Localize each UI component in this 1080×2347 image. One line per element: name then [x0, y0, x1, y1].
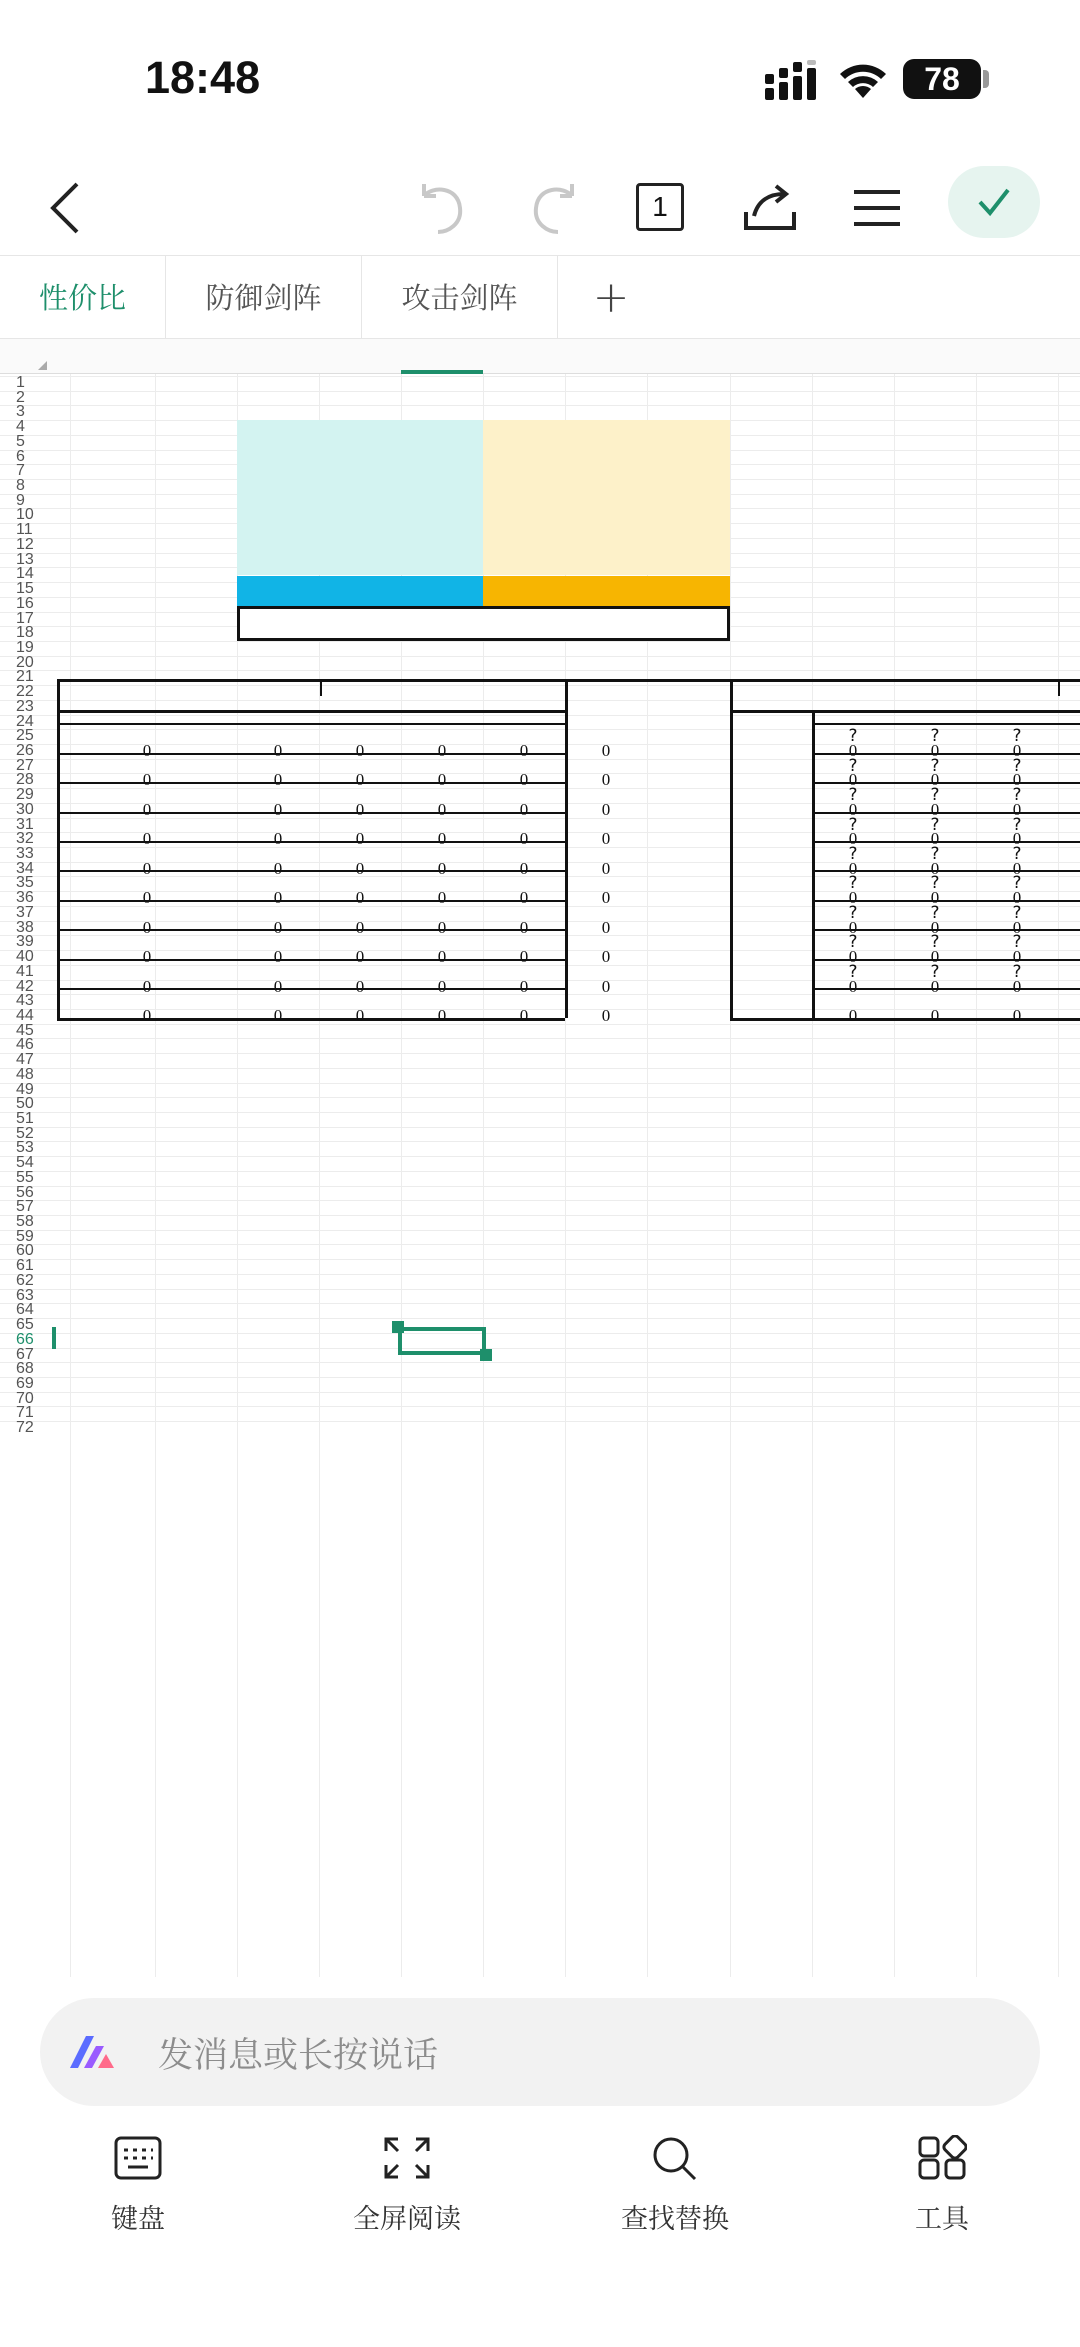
attack-cell[interactable]: ?: [1012, 785, 1022, 806]
defense-value-cell[interactable]: 0: [355, 976, 365, 996]
attack-value-cell[interactable]: 0: [930, 917, 940, 937]
attack-cell[interactable]: ?: [930, 755, 940, 776]
defense-value-cell[interactable]: 0: [273, 917, 283, 937]
row-header[interactable]: 30: [16, 800, 34, 818]
row-header[interactable]: 14: [16, 565, 34, 583]
row-header[interactable]: 51: [16, 1110, 34, 1127]
keyboard-button[interactable]: [48, 2135, 228, 2236]
apps-icon: [917, 2135, 967, 2181]
keyboard-icon: [113, 2135, 163, 2181]
row-header[interactable]: 50: [16, 1095, 34, 1113]
grid-row-line: [0, 376, 1080, 377]
attack-value-cell[interactable]: 0: [930, 976, 940, 996]
grid-col-line: [976, 339, 977, 1977]
row-header[interactable]: 1: [16, 374, 25, 391]
defense-value-cell[interactable]: 0: [142, 829, 152, 849]
row-header[interactable]: 19: [16, 638, 34, 656]
attack-value-cell[interactable]: 0: [848, 917, 858, 937]
column-header-border: [0, 373, 1080, 374]
fullscreen-button[interactable]: [317, 2135, 497, 2236]
attack-value-cell[interactable]: 0: [930, 947, 940, 967]
page-count-button[interactable]: 1: [636, 183, 684, 231]
attack-value-cell[interactable]: 0: [1012, 858, 1022, 878]
attack-value-cell[interactable]: 0: [1012, 1005, 1022, 1025]
attack-value-cell[interactable]: 0: [848, 1005, 858, 1025]
defense-value-cell[interactable]: 0: [437, 947, 447, 967]
tab-sheet-1[interactable]: 性价比: [0, 256, 166, 340]
attack-cell[interactable]: ?: [1012, 755, 1022, 776]
defense-value-cell[interactable]: 0: [601, 770, 611, 790]
row-header[interactable]: 56: [16, 1183, 34, 1201]
row-header[interactable]: 59: [16, 1227, 34, 1245]
row-header[interactable]: 13: [16, 550, 34, 568]
row-header[interactable]: 23: [16, 697, 34, 715]
row-header[interactable]: 36: [16, 889, 34, 907]
defense-value-cell[interactable]: 0: [355, 770, 365, 790]
defense-value-cell[interactable]: 0: [437, 858, 447, 878]
row-header[interactable]: 62: [16, 1271, 34, 1289]
row-header[interactable]: 37: [16, 903, 34, 921]
defense-value-cell[interactable]: 0: [519, 976, 529, 996]
attack-cell[interactable]: ?: [1012, 726, 1022, 747]
row-header[interactable]: 47: [16, 1051, 34, 1069]
row-header[interactable]: 12: [16, 535, 34, 553]
defense-value-cell[interactable]: 0: [519, 1005, 529, 1025]
attack-value-cell[interactable]: 0: [1012, 829, 1022, 849]
add-sheet-button[interactable]: +: [592, 272, 630, 323]
row-header[interactable]: 17: [16, 609, 34, 627]
grid-row-line: [0, 1348, 1080, 1349]
attack-value-cell[interactable]: 0: [848, 976, 858, 996]
attack-value-cell[interactable]: 0: [848, 858, 858, 878]
defense-value-cell[interactable]: 0: [142, 888, 152, 908]
check-icon: [948, 166, 1040, 238]
attack-cell[interactable]: ?: [930, 814, 940, 835]
defense-value-cell[interactable]: 0: [437, 770, 447, 790]
row-header[interactable]: 46: [16, 1036, 34, 1054]
defense-value-cell[interactable]: 0: [273, 976, 283, 996]
row-header[interactable]: 58: [16, 1213, 34, 1231]
row-header[interactable]: 15: [16, 580, 34, 598]
grid-row-line: [0, 700, 1080, 701]
grid-row-line: [0, 1215, 1080, 1216]
attack-cell[interactable]: ?: [1012, 932, 1022, 953]
grid-row-line: [0, 1127, 1080, 1128]
row-header[interactable]: 40: [16, 948, 34, 966]
defense-value-cell[interactable]: 0: [355, 829, 365, 849]
grid-col-line: [894, 339, 895, 1977]
defense-value-cell[interactable]: 0: [601, 976, 611, 996]
row-header[interactable]: 41: [16, 962, 34, 980]
fullscreen-label: 全屏阅读: [353, 2204, 461, 2235]
grid-row-line: [0, 1156, 1080, 1157]
row-header[interactable]: 6: [16, 447, 25, 465]
defense-value-cell[interactable]: 0: [142, 947, 152, 967]
tools-label: 工具: [915, 2204, 969, 2235]
row-header[interactable]: 8: [16, 477, 25, 495]
cellular-signal-icon: [765, 60, 823, 100]
row-header[interactable]: 32: [16, 830, 34, 848]
grid-row-line: [0, 715, 1080, 716]
grid-col-line: [155, 339, 156, 1977]
row-header[interactable]: 57: [16, 1198, 34, 1216]
clock: 18:48: [145, 52, 261, 103]
row-header[interactable]: 10: [16, 506, 34, 524]
defense-value-cell[interactable]: 0: [601, 799, 611, 819]
table-border: [730, 710, 1080, 713]
grid-row-line: [0, 1038, 1080, 1039]
row-header[interactable]: 35: [16, 874, 34, 892]
row-header[interactable]: 24: [16, 712, 34, 730]
defense-value-cell[interactable]: 0: [437, 976, 447, 996]
row-header[interactable]: 7: [16, 462, 25, 480]
row-header[interactable]: 26: [16, 742, 34, 759]
row-header[interactable]: 65: [16, 1316, 34, 1334]
share-icon[interactable]: [740, 178, 800, 238]
grid-row-line: [0, 1421, 1080, 1422]
attack-value-cell[interactable]: 0: [930, 770, 940, 790]
defense-value-cell[interactable]: 0: [601, 888, 611, 908]
defense-value-cell[interactable]: 0: [142, 1005, 152, 1025]
fullscreen-icon: [382, 2135, 432, 2181]
defense-block-fill: [237, 420, 483, 575]
attack-value-cell[interactable]: 0: [848, 799, 858, 819]
grid-row-line: [0, 1112, 1080, 1113]
defense-value-cell[interactable]: 0: [519, 829, 529, 849]
grid-row-line: [0, 1171, 1080, 1172]
battery-level: 78: [903, 59, 981, 99]
row-header[interactable]: 60: [16, 1242, 34, 1260]
attack-value-cell[interactable]: 0: [848, 770, 858, 790]
row-header[interactable]: 5: [16, 432, 25, 450]
ai-assistant-icon[interactable]: [66, 2032, 118, 2072]
grid-row-line: [0, 1141, 1080, 1142]
grid-row-line: [0, 670, 1080, 671]
defense-value-cell[interactable]: 0: [355, 799, 365, 819]
grid-col-line: [730, 339, 731, 1977]
grid-row-line: [0, 1083, 1080, 1084]
grid-row-line: [0, 656, 1080, 657]
row-header[interactable]: 29: [16, 786, 34, 804]
defense-value-cell[interactable]: 0: [273, 947, 283, 967]
defense-upgrade-cell[interactable]: [237, 576, 483, 608]
find-replace-button[interactable]: [585, 2135, 765, 2236]
row-header[interactable]: 68: [16, 1360, 34, 1378]
defense-value-cell[interactable]: 0: [601, 829, 611, 849]
defense-value-cell[interactable]: 0: [355, 888, 365, 908]
attack-value-cell[interactable]: 0: [1012, 741, 1022, 760]
select-all-corner[interactable]: [38, 361, 47, 370]
redo-icon[interactable]: [528, 178, 578, 238]
defense-value-cell[interactable]: 0: [519, 770, 529, 790]
defense-value-cell[interactable]: 0: [273, 829, 283, 849]
attack-value-cell[interactable]: 0: [848, 888, 858, 908]
defense-value-cell[interactable]: 0: [142, 741, 152, 760]
defense-value-cell[interactable]: 0: [437, 917, 447, 937]
grid-row-line: [0, 1303, 1080, 1304]
attack-upgrade-cell[interactable]: [483, 576, 730, 608]
grid-row-line: [0, 1333, 1080, 1334]
defense-value-cell[interactable]: 0: [142, 799, 152, 819]
attack-value-cell[interactable]: 0: [1012, 976, 1022, 996]
row-header[interactable]: 11: [16, 521, 33, 539]
attack-cell[interactable]: ?: [848, 902, 858, 923]
attack-value-cell[interactable]: 0: [848, 947, 858, 967]
row-header[interactable]: 61: [16, 1257, 34, 1275]
row-header[interactable]: 52: [16, 1124, 34, 1142]
attack-cell[interactable]: ?: [930, 902, 940, 923]
attack-cell[interactable]: ?: [1012, 902, 1022, 923]
defense-value-cell[interactable]: 0: [601, 917, 611, 937]
grid-col-line: [812, 339, 813, 1977]
row-header[interactable]: 22: [16, 683, 34, 701]
attack-cell[interactable]: ?: [930, 961, 940, 982]
selection-handle-top[interactable]: [392, 1321, 404, 1333]
row-header[interactable]: 67: [16, 1345, 34, 1363]
row-header[interactable]: 3: [16, 403, 25, 421]
table-border: [1058, 679, 1060, 695]
attack-cell[interactable]: ?: [930, 726, 940, 747]
attack-cell[interactable]: ?: [848, 726, 858, 747]
undo-icon[interactable]: [418, 178, 468, 238]
defense-value-cell[interactable]: 0: [437, 888, 447, 908]
row-header[interactable]: 21: [16, 668, 34, 686]
selected-row-indicator: [52, 1327, 56, 1349]
row-header[interactable]: 49: [16, 1080, 34, 1098]
grid-col-line: [1058, 339, 1059, 1977]
table-border: [730, 679, 733, 1018]
defense-value-cell[interactable]: 0: [437, 741, 447, 760]
defense-value-cell[interactable]: 0: [601, 947, 611, 967]
attack-value-cell[interactable]: 0: [848, 829, 858, 849]
row-header[interactable]: 39: [16, 933, 34, 951]
attack-cell[interactable]: ?: [848, 873, 858, 894]
table-border: [57, 710, 565, 713]
defense-value-cell[interactable]: 0: [273, 741, 283, 760]
grid-row-line: [0, 641, 1080, 642]
defense-value-cell[interactable]: 0: [142, 917, 152, 937]
grid-row-line: [0, 1230, 1080, 1231]
defense-value-cell[interactable]: 0: [142, 976, 152, 996]
defense-value-cell[interactable]: 0: [355, 1005, 365, 1025]
defense-value-cell[interactable]: 0: [273, 799, 283, 819]
row-header[interactable]: 69: [16, 1374, 34, 1392]
row-header[interactable]: 16: [16, 594, 34, 612]
selected-column-indicator: [401, 370, 483, 374]
grid-row-line: [0, 1244, 1080, 1245]
row-header[interactable]: 66: [16, 1330, 34, 1348]
grid-row-line: [0, 1053, 1080, 1054]
defense-value-cell[interactable]: 0: [355, 858, 365, 878]
defense-value-cell[interactable]: 0: [437, 1005, 447, 1025]
defense-value-cell[interactable]: 0: [601, 858, 611, 878]
grid-row-line: [0, 391, 1080, 392]
attack-value-cell[interactable]: 0: [930, 888, 940, 908]
defense-value-cell[interactable]: 0: [355, 947, 365, 967]
row-header[interactable]: 54: [16, 1154, 34, 1172]
attack-value-cell[interactable]: 0: [930, 858, 940, 878]
grid-row-line: [0, 1406, 1080, 1407]
table-border: [320, 679, 322, 695]
row-header[interactable]: 71: [16, 1404, 34, 1422]
row-header[interactable]: 64: [16, 1301, 34, 1319]
grid-row-line: [0, 405, 1080, 406]
row-header[interactable]: 42: [16, 977, 34, 995]
attack-value-cell[interactable]: 0: [930, 1005, 940, 1025]
attack-cell[interactable]: ?: [1012, 814, 1022, 835]
defense-value-cell[interactable]: 0: [355, 741, 365, 760]
status-bar: [0, 0, 1080, 160]
grid-row-line: [0, 1377, 1080, 1378]
grid-row-line: [0, 1068, 1080, 1069]
row-header[interactable]: 72: [16, 1419, 34, 1437]
defense-value-cell[interactable]: 0: [273, 888, 283, 908]
grid-row-line: [0, 1274, 1080, 1275]
grid-row-line: [0, 1362, 1080, 1363]
defense-value-cell[interactable]: 0: [273, 858, 283, 878]
defense-value-cell[interactable]: 0: [142, 770, 152, 790]
back-icon[interactable]: [45, 178, 85, 238]
grid-row-line: [0, 685, 1080, 686]
attack-value-cell[interactable]: 0: [1012, 770, 1022, 790]
row-header[interactable]: 38: [16, 918, 34, 936]
spreadsheet-grid[interactable]: [0, 339, 1080, 1977]
row-header[interactable]: 55: [16, 1168, 34, 1186]
grid-row-line: [0, 1200, 1080, 1201]
row-header[interactable]: 44: [16, 1006, 34, 1024]
attack-cell[interactable]: ?: [848, 814, 858, 835]
row-header[interactable]: 25: [16, 727, 34, 745]
selected-cell[interactable]: [398, 1327, 486, 1355]
defense-value-cell[interactable]: 0: [601, 1005, 611, 1025]
defense-value-cell[interactable]: 0: [437, 799, 447, 819]
defense-value-cell[interactable]: 0: [273, 1005, 283, 1025]
defense-value-cell[interactable]: 0: [273, 770, 283, 790]
tab-sheet-2[interactable]: 防御剑阵: [166, 256, 362, 340]
row-header[interactable]: 33: [16, 845, 34, 863]
grid-row-line: [0, 1318, 1080, 1319]
attack-value-cell[interactable]: 0: [930, 799, 940, 819]
attack-value-cell[interactable]: 0: [1012, 888, 1022, 908]
defense-value-cell[interactable]: 0: [355, 917, 365, 937]
row-header[interactable]: 63: [16, 1286, 34, 1304]
row-header[interactable]: 31: [16, 815, 34, 833]
menu-icon[interactable]: [852, 178, 902, 238]
tab-sheet-3[interactable]: 攻击剑阵: [362, 256, 558, 340]
grid-row-line: [0, 1392, 1080, 1393]
attack-value-cell[interactable]: 0: [1012, 947, 1022, 967]
defense-value-cell[interactable]: 0: [437, 829, 447, 849]
row-header[interactable]: 43: [16, 992, 34, 1010]
grid-row-line: [0, 1289, 1080, 1290]
row-header[interactable]: 70: [16, 1389, 34, 1407]
defense-value-cell[interactable]: 0: [519, 858, 529, 878]
search-icon: [650, 2135, 700, 2181]
attack-cell[interactable]: ?: [848, 844, 858, 865]
attack-value-cell[interactable]: 0: [930, 741, 940, 760]
battery-icon: [983, 70, 989, 88]
table-border: [57, 679, 1080, 682]
attack-cell[interactable]: ?: [1012, 844, 1022, 865]
row-header[interactable]: 27: [16, 756, 34, 774]
attack-cell[interactable]: ?: [1012, 873, 1022, 894]
attack-cell[interactable]: ?: [848, 961, 858, 982]
attack-cell[interactable]: ?: [1012, 961, 1022, 982]
attack-block-fill: [483, 420, 730, 575]
row-header[interactable]: 20: [16, 653, 34, 671]
row-header[interactable]: 4: [16, 418, 25, 436]
table-border: [57, 723, 565, 725]
attack-value-cell[interactable]: 0: [930, 829, 940, 849]
defense-value-cell[interactable]: 0: [519, 917, 529, 937]
row-header[interactable]: 2: [16, 388, 25, 406]
defense-value-cell[interactable]: 0: [519, 741, 529, 760]
attack-cell[interactable]: ?: [848, 785, 858, 806]
column-header-bar: [0, 339, 1080, 374]
attack-cell[interactable]: ?: [848, 932, 858, 953]
confirm-button[interactable]: [948, 166, 1040, 238]
row-header[interactable]: 45: [16, 1021, 34, 1039]
row-header[interactable]: 53: [16, 1139, 34, 1157]
defense-value-cell[interactable]: 0: [519, 799, 529, 819]
row-header[interactable]: 34: [16, 859, 34, 877]
best-order-box[interactable]: [237, 606, 730, 641]
attack-value-cell[interactable]: 0: [1012, 799, 1022, 819]
grid-row-line: [0, 1097, 1080, 1098]
attack-cell[interactable]: ?: [930, 932, 940, 953]
grid-row-line: [0, 1186, 1080, 1187]
attack-cell[interactable]: ?: [930, 785, 940, 806]
wifi-icon: [838, 58, 888, 100]
grid-row-line: [0, 1259, 1080, 1260]
selection-handle-bottom[interactable]: [480, 1349, 492, 1361]
row-header[interactable]: 48: [16, 1065, 34, 1083]
attack-cell[interactable]: ?: [930, 873, 940, 894]
keyboard-label: 键盘: [111, 2204, 165, 2235]
defense-value-cell[interactable]: 0: [142, 858, 152, 878]
find-replace-label: 查找替换: [621, 2204, 729, 2235]
attack-value-cell[interactable]: 0: [1012, 917, 1022, 937]
attack-cell[interactable]: ?: [930, 844, 940, 865]
input-placeholder: 发消息或长按说话: [158, 2036, 439, 2076]
grid-col-line: [70, 339, 71, 1977]
defense-value-cell[interactable]: 0: [519, 888, 529, 908]
row-header[interactable]: 9: [16, 491, 25, 509]
defense-value-cell[interactable]: 0: [601, 741, 611, 760]
sheet-tabs: [0, 255, 1080, 339]
row-header[interactable]: 18: [16, 624, 34, 642]
row-header[interactable]: 28: [16, 771, 34, 789]
defense-value-cell[interactable]: 0: [519, 947, 529, 967]
tools-button[interactable]: [852, 2135, 1032, 2236]
attack-value-cell[interactable]: 0: [848, 741, 858, 760]
attack-cell[interactable]: ?: [848, 755, 858, 776]
